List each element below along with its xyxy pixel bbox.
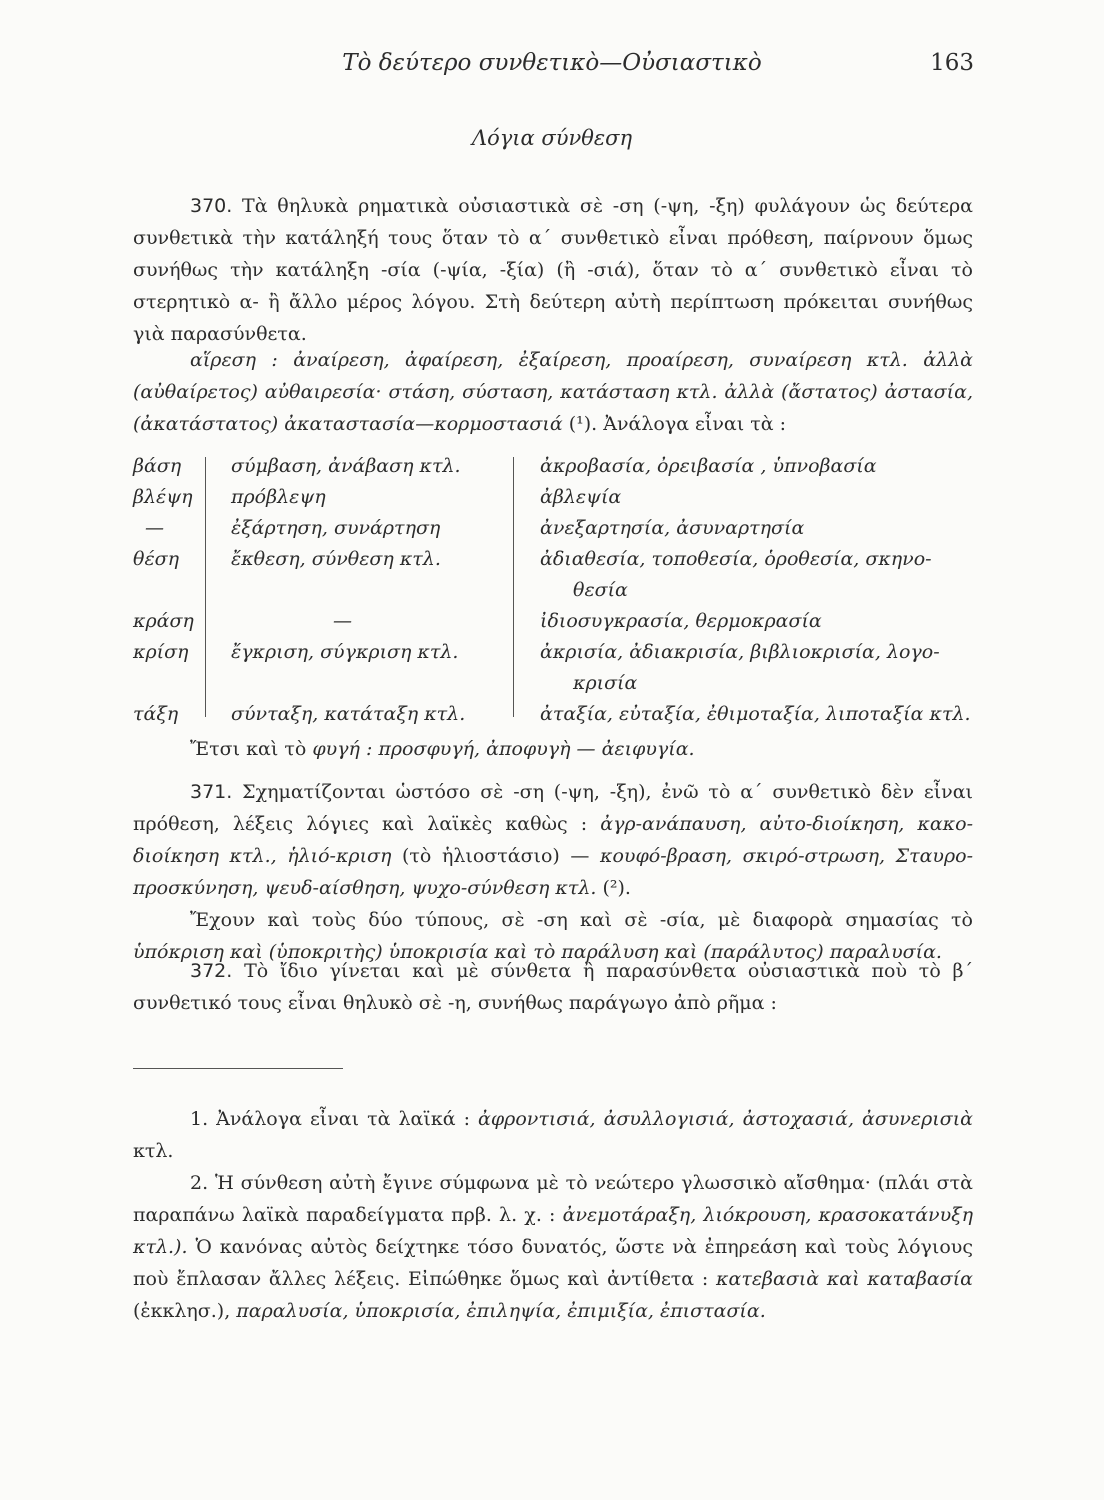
footnote-2 <box>133 1167 973 1327</box>
paragraph-text: Σχηματίζονται ὡστόσο σὲ -ση (-ψη, -ξη), ἐνῶ τὸ α΄ συνθετικὸ δὲν εἶναι πρόθεση, λέξεις λόγιες καὶ λαϊκὲς καθὼς : <box>133 781 973 835</box>
footnote-ref-1: (¹). <box>568 413 598 435</box>
footnote-separator <box>133 1068 343 1069</box>
cell-other-continued: κρισία <box>573 672 638 694</box>
examples-tail: Ἀνάλογα εἶναι τὰ : <box>603 413 787 435</box>
cell-other: ἀβλεψία <box>540 486 622 508</box>
footnote-2-paren: (ἐκκλησ.), <box>133 1300 231 1322</box>
table-row <box>133 641 978 672</box>
paragraph-examples-2: κουφό-βραση, σκιρό-στρωση, Σταυρο-προσκύνηση, ψευδ-αίσθηση, ψυχο-σύνθεση κτλ. <box>133 845 973 899</box>
paragraph-text: Τὸ ἴδιο γίνεται καὶ μὲ σύνθετα ἢ παρασύνθετα οὐσιαστικὰ ποὺ τὸ β΄ συνθετικό τους εἶναι θηλυκὸ σὲ -η, συνήθως παράγωγο ἀπὸ ρῆμα : <box>133 960 974 1014</box>
cell-simple: θέση <box>133 548 179 570</box>
cell-with-preposition: ἔκθεση, σύνθεση κτλ. <box>231 548 441 570</box>
cell-simple: βάση <box>133 455 182 477</box>
paragraph-number: 372. <box>190 960 233 982</box>
footnote-1-examples: ἀφροντισιά, ἀσυλλογισιά, ἀστοχασιά, ἀσυνερισιὰ <box>478 1108 974 1130</box>
cell-simple: βλέψη <box>133 486 193 508</box>
cell-other: ἰδιοσυγκρασία, θερμοκρασία <box>540 610 822 632</box>
paragraph-second: Ἔχουν καὶ τοὺς δύο τύπους, σὲ -ση καὶ σὲ -σία, μὲ διαφορὰ σημασίας τὸ <box>190 909 973 931</box>
paragraph-examples: ἀγρ-ανάπαυση, αὐτο-διοίκηση, κακο-διοίκηση κτλ., ἡλιό-κριση <box>133 813 974 867</box>
cell-with-preposition: σύνταξη, κατάταξη κτλ. <box>231 703 466 725</box>
cell-simple: κράση <box>133 610 194 632</box>
table-row <box>133 455 978 486</box>
paragraph-number: 371. <box>190 781 233 803</box>
table-row <box>133 703 978 734</box>
after-table-lead: Ἔτσι καὶ τὸ <box>190 738 307 760</box>
paragraph-mid: (τὸ ἡλιοστάσιο) — <box>402 845 590 867</box>
cell-simple: — <box>145 517 164 539</box>
paragraph-370-examples <box>133 344 973 440</box>
cell-other: ἀδιαθεσία, τοποθεσία, ὁροθεσία, σκηνο- <box>540 548 932 570</box>
paragraph-text: Τὰ θηλυκὰ ρηματικὰ οὐσιαστικὰ σὲ -ση (-ψη, -ξη) φυλάγουν ὡς δεύτερα συνθετικὰ τὴν κατάληξή τους ὅταν τὸ α΄ συνθετικὸ εἶναι πρόθεση, παίρνουν ὅμως συνήθως τὴν κατάληξη -σία (-ψία, -ξία) (ἢ -σιά), ὅταν τὸ α΄ συνθετικὸ εἶναι τὸ στερητικὸ α- ἢ ἄλλο μέρος λόγου. Στὴ δεύτερη αὐτὴ περίπτωση πρόκειται συνήθως γιὰ παρασύνθετα. <box>133 195 973 345</box>
cell-with-preposition: — <box>333 610 352 632</box>
paragraph-370 <box>133 190 973 350</box>
cell-with-preposition: ἔγκριση, σύγκριση κτλ. <box>231 641 459 663</box>
table-row <box>133 517 978 548</box>
cell-with-preposition: σύμβαση, ἀνάβαση κτλ. <box>231 455 461 477</box>
footnote-2-lead: 2. Ἡ σύνθεση αὐτὴ ἔγινε σύμφωνα μὲ τὸ νεώτερο γλωσσικὸ αἴσθημα· (πλάι στὰ παραπάνω λαϊκὰ παραδείγματα πρβ. λ. χ. : <box>133 1172 973 1226</box>
paragraph-second-examples: ὑπόκριση καὶ (ὑποκριτὴς) ὑποκρισία καὶ τὸ παράλυση καὶ (παράλυτος) παραλυσία. <box>133 941 942 963</box>
examples-italic: αἵρεση : ἀναίρεση, ἀφαίρεση, ἐξαίρεση, προαίρεση, συναίρεση κτλ. ἀλλὰ (αὐθαίρετος) αὐθαιρεσία· στάση, σύσταση, κατάσταση κτλ. ἀλλὰ (ἄστατος) ἀστασία, (ἀκατάστατος) ἀκαταστασία—κορμοστασιά <box>133 349 973 435</box>
table-row <box>133 610 978 641</box>
cell-other: ἀκρισία, ἀδιακρισία, βιβλιοκρισία, λογο- <box>540 641 940 663</box>
cell-other-continued: θεσία <box>573 579 628 601</box>
table-row-continuation <box>133 579 978 610</box>
running-header-title: Τὸ δεύτερο συνθετικὸ—Οὐσιαστικὸ <box>342 50 762 76</box>
table-row <box>133 486 978 517</box>
paragraph-371 <box>133 776 973 968</box>
table-row <box>133 548 978 579</box>
footnote-ref-2: (²). <box>602 877 631 899</box>
footnote-1-tail: κτλ. <box>133 1140 174 1162</box>
footnote-1-lead: 1. Ἀνάλογα εἶναι τὰ λαϊκά : <box>190 1108 470 1130</box>
footnote-2-examples: ἀνεμοτάραξη, λιόκρουση, κρασοκατάνυξη κτλ.). <box>133 1204 973 1258</box>
cell-with-preposition: ἐξάρτηση, συνάρτηση <box>231 517 441 539</box>
cell-other: ἀνεξαρτησία, ἀσυναρτησία <box>540 517 805 539</box>
cell-other: ἀκροβασία, ὀρειβασία , ὑπνοβασία <box>540 455 877 477</box>
footnote-2-examples-2: κατεβασιὰ καὶ καταβασία <box>716 1268 974 1290</box>
cell-simple: τάξη <box>133 703 179 725</box>
cell-other: ἀταξία, εὐταξία, ἐθιμοταξία, λιποταξία κτλ. <box>540 703 971 725</box>
footnote-1 <box>133 1103 973 1167</box>
page-number: 163 <box>930 50 974 76</box>
section-title: Λόγια σύνθεση <box>471 126 633 150</box>
paragraph-372 <box>133 955 973 1019</box>
table-row-continuation <box>133 672 978 703</box>
after-table-examples: φυγή : προσφυγή, ἀποφυγὴ — ἀειφυγία. <box>312 738 695 760</box>
after-table-line <box>133 733 973 765</box>
footnote-2-examples-3: παραλυσία, ὑποκρισία, ἐπιληψία, ἐπιμιξία, ἐπιστασία. <box>236 1300 766 1322</box>
cell-simple: κρίση <box>133 641 189 663</box>
footnote-2-mid: Ὁ κανόνας αὐτὸς δείχτηκε τόσο δυνατός, ὥστε νὰ ἐπηρεάση καὶ τοὺς λόγιους ποὺ ἔπλασαν ἄλλες λέξεις. Εἰπώθηκε ὅμως καὶ ἀντίθετα : <box>133 1236 973 1290</box>
cell-with-preposition: πρόβλεψη <box>231 486 326 508</box>
paragraph-number: 370. <box>190 195 233 217</box>
